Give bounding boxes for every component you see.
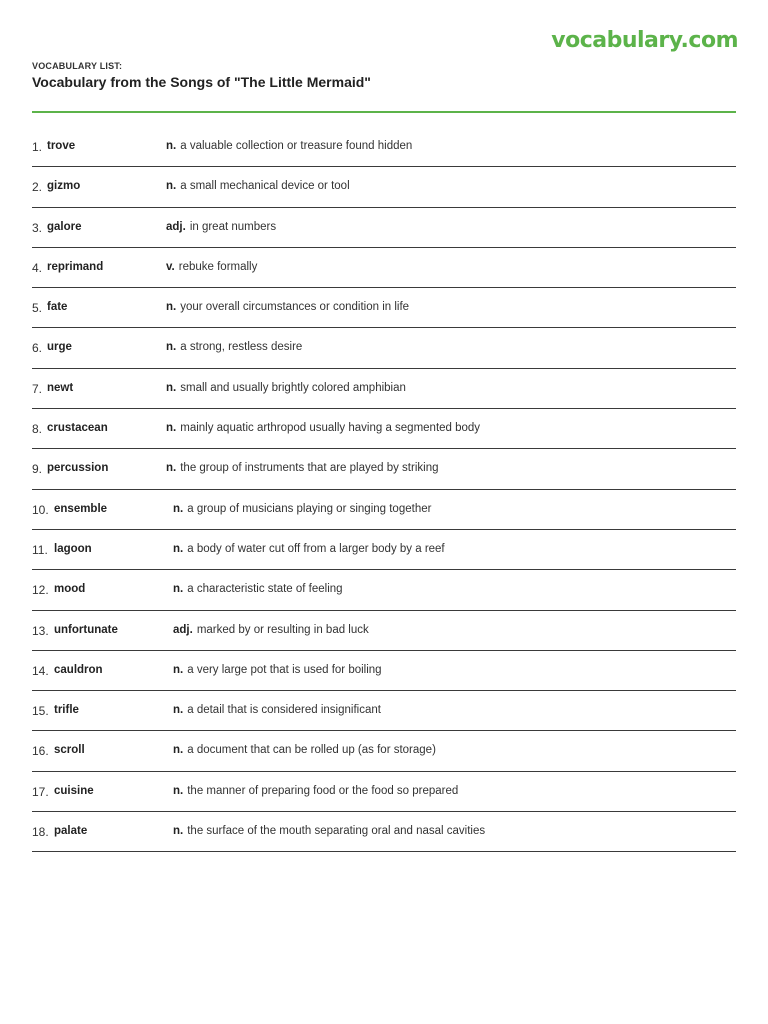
vocabulary-word[interactable]: mood <box>54 583 86 596</box>
item-number: 7. <box>32 381 43 396</box>
definition: marked by or resulting in bad luck <box>196 623 369 636</box>
item-number: 11. <box>32 542 48 557</box>
item-number: 12. <box>32 583 49 598</box>
item-number: 13. <box>32 623 49 638</box>
definition-line <box>173 744 436 756</box>
vocabulary-word[interactable]: lagoon <box>54 542 92 555</box>
definition-line <box>166 221 276 233</box>
vocabulary-word[interactable]: gizmo <box>47 180 81 193</box>
part-of-speech: n. <box>166 140 177 152</box>
vocabulary-word[interactable]: reprimand <box>47 260 104 273</box>
part-of-speech: n. <box>173 502 184 515</box>
list-item <box>32 651 736 691</box>
part-of-speech: n. <box>173 784 184 797</box>
item-number: 6. <box>32 341 43 356</box>
definition: a small mechanical device or tool <box>180 180 350 193</box>
vocabulary-list <box>32 127 736 852</box>
part-of-speech: n. <box>166 422 177 435</box>
definition-line <box>173 543 445 555</box>
page-title: Vocabulary from the Songs of "The Little Mermaid" <box>32 74 371 90</box>
item-number: 18. <box>32 825 49 840</box>
definition-line <box>173 503 431 515</box>
vocabulary-word[interactable]: fate <box>47 301 68 314</box>
list-item <box>32 248 736 288</box>
item-number: 4. <box>32 260 43 275</box>
definition-line <box>166 180 350 192</box>
definition-line <box>166 140 412 152</box>
part-of-speech: adj. <box>166 220 186 233</box>
definition-line <box>166 462 439 474</box>
definition-line <box>173 664 382 676</box>
item-number: 17. <box>32 784 49 799</box>
definition-line <box>166 382 406 394</box>
item-number: 3. <box>32 220 43 235</box>
vocabulary-word[interactable]: trove <box>47 140 76 152</box>
item-number: 16. <box>32 744 49 759</box>
part-of-speech: n. <box>166 301 177 314</box>
vocabulary-logo[interactable]: vocabulary.com <box>551 28 738 53</box>
part-of-speech: n. <box>173 542 184 555</box>
definition: a detail that is considered insignificant <box>187 704 381 717</box>
item-number: 15. <box>32 704 49 719</box>
list-item <box>32 208 736 248</box>
definition-line <box>173 583 343 595</box>
definition: a characteristic state of feeling <box>187 583 343 596</box>
list-item <box>32 409 736 449</box>
vocabulary-word[interactable]: ensemble <box>54 502 108 515</box>
part-of-speech: n. <box>166 341 177 354</box>
item-number: 1. <box>32 140 43 154</box>
part-of-speech: n. <box>166 381 177 394</box>
definition-line <box>166 301 409 313</box>
vocabulary-word[interactable]: percussion <box>47 462 109 475</box>
part-of-speech: n. <box>173 663 184 676</box>
vocabulary-word[interactable]: crustacean <box>47 422 108 435</box>
part-of-speech: v. <box>166 260 175 273</box>
list-item <box>32 772 736 812</box>
item-number: 8. <box>32 422 43 437</box>
vocabulary-word[interactable]: newt <box>47 381 74 394</box>
item-number: 9. <box>32 462 43 477</box>
item-number: 5. <box>32 301 43 316</box>
definition: a valuable collection or treasure found hidden <box>180 140 413 152</box>
item-number: 14. <box>32 663 49 678</box>
list-item <box>32 167 736 207</box>
definition: the group of instruments that are played by striking <box>180 462 439 475</box>
definition: the surface of the mouth separating oral and nasal cavities <box>187 825 486 838</box>
definition-line <box>173 785 458 797</box>
part-of-speech: n. <box>173 583 184 596</box>
vocabulary-word[interactable]: galore <box>47 220 82 233</box>
definition-line <box>166 422 480 434</box>
vocabulary-word[interactable]: urge <box>47 341 72 354</box>
definition: mainly aquatic arthropod usually having a segmented body <box>180 422 481 435</box>
list-item <box>32 127 736 167</box>
part-of-speech: n. <box>173 744 184 757</box>
definition: your overall circumstances or condition in life <box>180 301 410 314</box>
list-kicker: VOCABULARY LIST: <box>32 61 123 71</box>
vocabulary-word[interactable]: scroll <box>54 744 85 757</box>
list-item <box>32 490 736 530</box>
part-of-speech: n. <box>166 462 177 475</box>
definition: a body of water cut off from a larger body by a reef <box>187 542 445 555</box>
item-number: 10. <box>32 502 49 517</box>
list-item <box>32 570 736 610</box>
definition: rebuke formally <box>178 260 258 273</box>
definition-line <box>166 261 257 273</box>
part-of-speech: n. <box>166 180 177 193</box>
list-item <box>32 691 736 731</box>
definition: the manner of preparing food or the food so prepared <box>187 784 459 797</box>
part-of-speech: adj. <box>173 623 193 636</box>
definition: small and usually brightly colored amphibian <box>180 381 406 394</box>
definition-line <box>173 825 485 837</box>
list-item <box>32 731 736 771</box>
definition-line <box>173 704 381 716</box>
list-item <box>32 328 736 368</box>
vocabulary-word[interactable]: palate <box>54 825 88 838</box>
part-of-speech: n. <box>173 825 184 838</box>
list-item <box>32 611 736 651</box>
definition: a document that can be rolled up (as for storage) <box>187 744 436 757</box>
list-item <box>32 288 736 328</box>
definition-line <box>166 341 302 353</box>
list-item <box>32 812 736 852</box>
definition: a strong, restless desire <box>180 341 303 354</box>
vocabulary-word[interactable]: cuisine <box>54 784 94 797</box>
vocabulary-word[interactable]: trifle <box>54 704 79 717</box>
vocabulary-word[interactable]: unfortunate <box>54 623 118 636</box>
definition: in great numbers <box>189 220 277 233</box>
header-divider <box>32 111 736 113</box>
list-item <box>32 449 736 489</box>
part-of-speech: n. <box>173 704 184 717</box>
list-item <box>32 530 736 570</box>
vocabulary-word[interactable]: cauldron <box>54 663 103 676</box>
item-number: 2. <box>32 180 43 195</box>
definition: a very large pot that is used for boiling <box>187 663 382 676</box>
list-item <box>32 369 736 409</box>
definition-line <box>173 624 369 636</box>
definition: a group of musicians playing or singing together <box>187 502 432 515</box>
